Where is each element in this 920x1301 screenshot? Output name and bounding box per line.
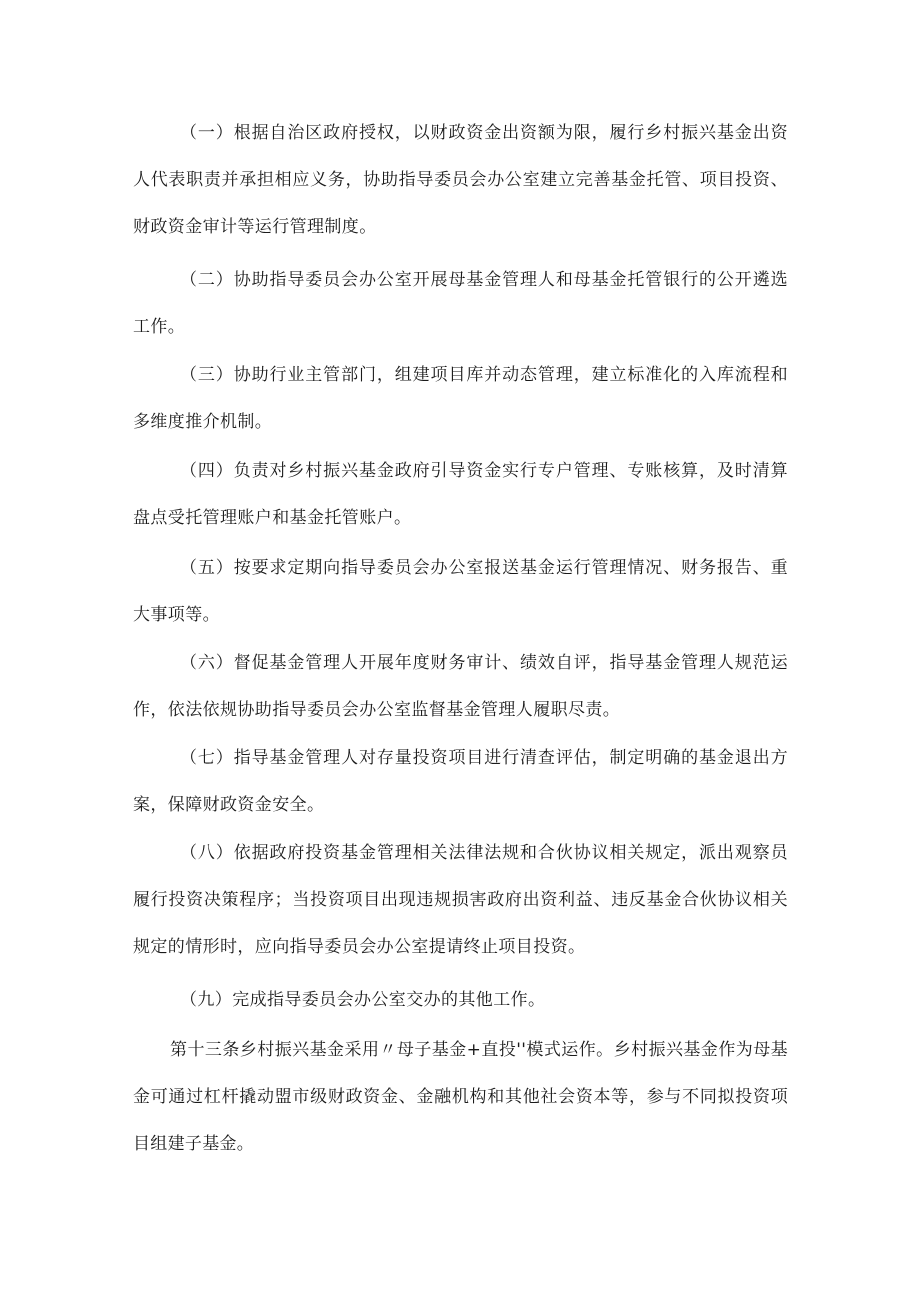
paragraph-6: （六）督促基金管理人开展年度财务审计、绩效自评，指导基金管理人规范运作，依法依规协助指导委员会办公室监督基金管理人履职尽责。 (133, 653, 788, 720)
paragraph-8: （八）依据政府投资基金管理相关法律法规和合伙协议相关规定，派出观察员履行投资决策程序；当投资项目出现违规损害政府出资利益、违反基金合伙协议相关规定的情形时，应向指导委员会办公室提请终止项目投资。 (133, 843, 788, 957)
paragraph-5: （五）按要求定期向指导委员会办公室报送基金运行管理情况、财务报告、重大事项等。 (133, 558, 788, 625)
paragraph-3: （三）协助行业主管部门，组建项目库并动态管理，建立标准化的入库流程和多维度推介机制。 (133, 365, 788, 432)
paragraph-1: （一）根据自治区政府授权，以财政资金出资额为限，履行乡村振兴基金出资人代表职责并承担相应义务，协助指导委员会办公室建立完善基金托管、项目投资、财政资金审计等运行管理制度。 (133, 123, 788, 237)
paragraph-9: （九）完成指导委员会办公室交办的其他工作。 (180, 990, 546, 1010)
article-13-paragraph: 第十三条乡村振兴基金采用〃母子基金+直投''模式运作。乡村振兴基金作为母基金可通过杠杆撬动盟市级财政资金、金融机构和其他社会资本等，参与不同拟投资项目组建子基金。 (133, 1040, 788, 1154)
paragraph-7: （七）指导基金管理人对存量投资项目进行清查评估，制定明确的基金退出方案，保障财政资金安全。 (133, 748, 788, 815)
paragraph-2: （二）协助指导委员会办公室开展母基金管理人和母基金托管银行的公开遴选工作。 (133, 270, 788, 337)
paragraph-4: （四）负责对乡村振兴基金政府引导资金实行专户管理、专账核算，及时清算盘点受托管理账户和基金托管账户。 (133, 461, 788, 528)
